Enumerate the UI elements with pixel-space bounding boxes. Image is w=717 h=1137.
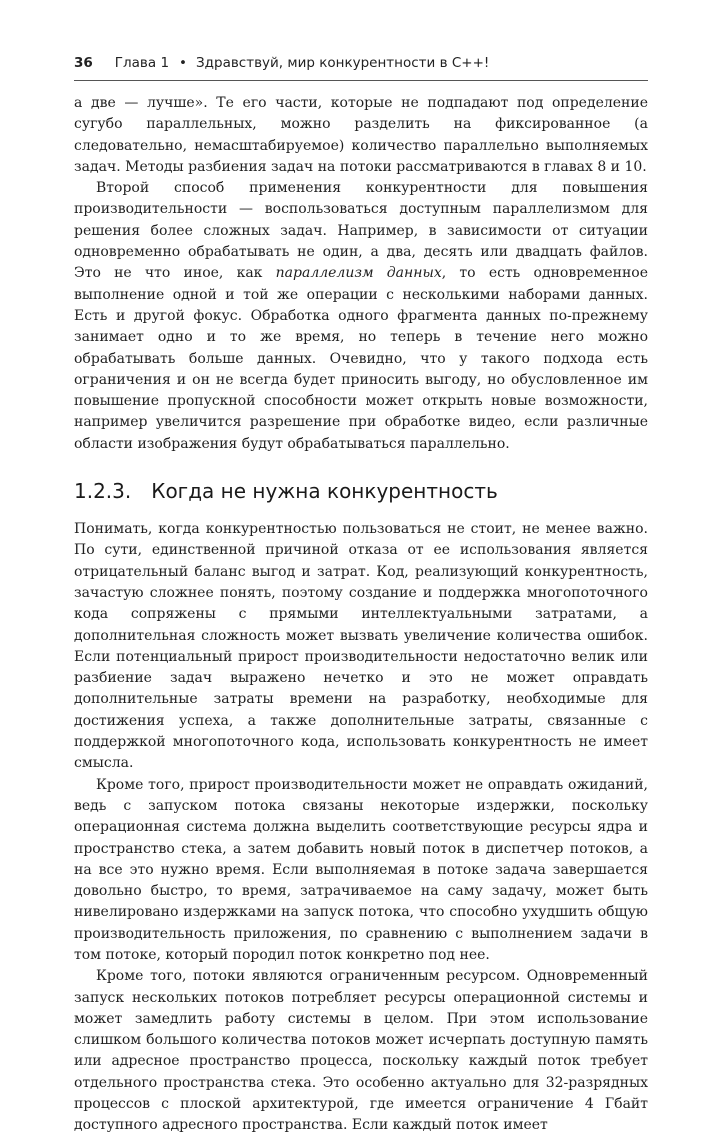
paragraph-2-emphasis: параллелизм данных [275, 265, 442, 282]
section-heading [74, 478, 648, 504]
header-bullet: • [179, 55, 188, 71]
page-number: 36 [74, 55, 93, 71]
paragraph-1: а две — лучше». Те его части, которые не подпадают под определение сугубо параллельных, можно разделить на фиксированное (а следовательно, немасштабируемое) количество параллельно выполняемых задач. Методы разбиения задач на потоки рассматриваются в главах 8 и 10. [74, 95, 648, 175]
paragraph-4: Кроме того, прирост производительности может не оправдать ожиданий, ведь с запуском потока связаны некоторые издержки, поскольку операционная система должна выделить соответствующие ресурсы ядра и пространство стека, а затем добавить новый поток в диспетчер потоков, а на все это нужно время. Если выполняемая в потоке задача завершается довольно быстро, то время, затрачиваемое на саму задачу, может быть нивелировано издержками на запуск потока, что способно ухудшить общую производительность приложения, по сравнению с выполнением задачи в том потоке, который породил поток конкретно под нее. [74, 776, 648, 963]
header-rule [74, 80, 648, 81]
section-title: Когда не нужна конкурентность [151, 479, 498, 504]
chapter-label: Глава 1 [114, 55, 170, 71]
running-header [74, 55, 648, 77]
page-body [74, 93, 648, 1137]
paragraph-5: Кроме того, потоки являются ограниченным ресурсом. Одновременный запуск нескольких потоков потребляет ресурсы операционной системы и может замедлить работу системы в целом. При этом использование слишком большого количества потоков может исчерпать доступную память или адресное пространство процесса, поскольку каждый поток требует отдельного пространства стека. Это особенно актуально для 32-разрядных процессов с плоской архитектурой, где имеется ограничение 4 Гбайт доступного адресного пространства. Если каждый поток имеет [74, 968, 648, 1134]
paragraph-2-text-b: , то есть одновременное выполнение одной и той же операции с несколькими наборами данных. Есть и другой фокус. Обработка одного фрагмента данных по-прежнему занимает одно и то же время, но теперь в течение него можно обрабатывать больше данных. Очевидно, что у такого подхода есть ограничения и он не всегда будет приносить выгоду, но обусловленное им повышение пропускной способности может открыть новые возможности, например увеличится разрешение при обработке видео, если различные области изображения будут обрабатываться параллельно. [74, 265, 649, 452]
paragraph-2-text-a: Второй способ применения конкурентности для повышения производительности — воспользоваться доступным параллелизмом для решения более сложных задач. Например, в зависимости от ситуации одновременно обрабатывать не один, а два, десять или двадцать файлов. Это не что иное, как [74, 180, 648, 282]
paragraph-2 [74, 178, 648, 455]
paragraph-3: Понимать, когда конкурентностью пользоваться не стоит, не менее важно. По сути, единственной причиной отказа от ее использования является отрицательный баланс выгод и затрат. Код, реализующий конкурентность, зачастую сложнее понять, поэтому создание и поддержка многопоточного кода сопряжены с прямыми интеллектуальными затратами, а дополнительная сложность может вызвать увеличение количества ошибок. Если потенциальный прирост производительности недостаточно велик или разбиение задач выражено нечетко и это не может оправдать дополнительные затраты времени на разработку, необходимые для достижения успеха, а также дополнительные затраты, связанные с поддержкой многопоточного кода, использовать конкурентность не имеет смысла. [74, 521, 648, 772]
section-number: 1.2.3. [74, 479, 132, 504]
chapter-title: Здравствуй, мир конкурентности в C++! [196, 55, 490, 71]
